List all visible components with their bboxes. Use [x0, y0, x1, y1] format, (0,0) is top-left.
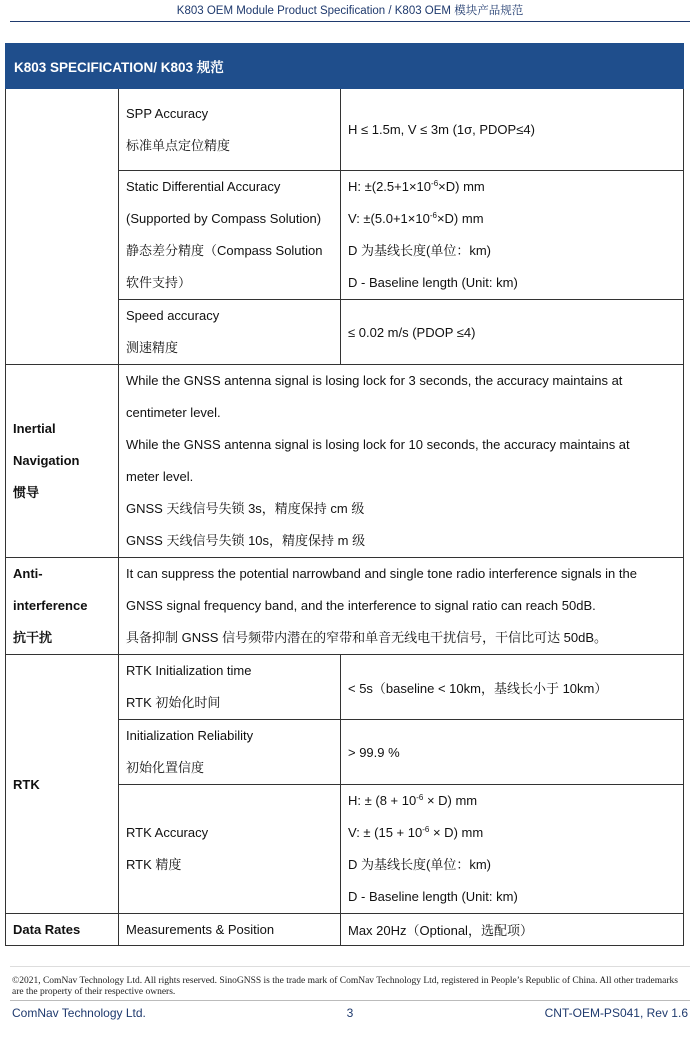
- footer-company: ComNav Technology Ltd.: [12, 1006, 146, 1020]
- formula-exponent: -6: [416, 793, 424, 802]
- footer-doc-id: CNT-OEM-PS041, Rev 1.6: [544, 1006, 688, 1020]
- formula-exponent: -6: [422, 825, 430, 834]
- inertial-line: While the GNSS antenna signal is losing lock for 10 seconds, the accuracy maintains at: [126, 437, 630, 452]
- static-label-line: 软件支持）: [126, 275, 192, 290]
- rtk-note-cn: D 为基线长度(单位：km): [348, 857, 491, 872]
- formula-text: V: ± (15 + 10: [348, 825, 423, 840]
- inertial-description: [119, 365, 684, 558]
- rtk-accuracy-value: [341, 785, 684, 914]
- static-v-formula: [348, 203, 676, 235]
- rtk-h-formula: [348, 785, 676, 817]
- inertial-label-line: 惯导: [13, 485, 40, 500]
- rtk-init-value: < 5s（baseline < 10km，基线长小于 10km）: [341, 655, 684, 720]
- accuracy-group-label: [6, 89, 119, 365]
- formula-text: H: ± (8 + 10: [348, 793, 417, 808]
- copyright-notice: ©2021, ComNav Technology Ltd. All rights reserved. SinoGNSS is the trade mark of ComNav Technology Ltd, registered in People’s Republic of China. All other trademarks are the property of their respective owners.: [12, 976, 678, 997]
- formula-exponent: -6: [429, 211, 437, 220]
- rtk-note-en: D - Baseline length (Unit: km): [348, 889, 518, 904]
- inertial-line: centimeter level.: [126, 405, 221, 420]
- speed-label: [119, 300, 341, 365]
- static-note-cn: D 为基线长度(单位：km): [348, 243, 491, 258]
- anti-line: GNSS signal frequency band, and the interference to signal ratio can reach 50dB.: [126, 598, 596, 613]
- anti-description: [119, 558, 684, 655]
- inertial-line: While the GNSS antenna signal is losing lock for 3 seconds, the accuracy maintains at: [126, 373, 623, 388]
- header-divider: [10, 21, 690, 22]
- formula-exponent: -6: [431, 179, 439, 188]
- static-label-line: 静态差分精度（Compass Solution: [126, 243, 323, 258]
- anti-label: [6, 558, 119, 655]
- inertial-label-line: Navigation: [13, 453, 80, 468]
- data-rates-label: Data Rates: [6, 914, 119, 946]
- rtk-accuracy-label-cn: RTK 精度: [126, 857, 182, 872]
- rtk-init-label: [119, 655, 341, 720]
- static-label: [119, 171, 341, 300]
- spp-label-cn: 标准单点定位精度: [126, 137, 231, 153]
- anti-line: 具备抑制 GNSS 信号频带内潜在的窄带和单音无线电干扰信号，干信比可达 50dB。: [126, 630, 608, 645]
- rtk-accuracy-label: [119, 785, 341, 914]
- spp-label-en: SPP Accuracy: [126, 105, 209, 121]
- rtk-reliability-value: > 99.9 %: [341, 720, 684, 785]
- formula-text: H: ±(2.5+1×10: [348, 179, 432, 194]
- inertial-line: meter level.: [126, 469, 194, 484]
- data-rates-value: Max 20Hz（Optional，选配项）: [341, 914, 684, 946]
- spec-table: [5, 43, 684, 946]
- rtk-accuracy-label-en: RTK Accuracy: [126, 825, 209, 840]
- rtk-init-label-en: RTK Initialization time: [126, 663, 252, 678]
- spp-value: H ≤ 1.5m, V ≤ 3m (1σ, PDOP≤4): [341, 89, 684, 171]
- static-label-line: (Supported by Compass Solution): [126, 211, 322, 226]
- rtk-reliability-label: [119, 720, 341, 785]
- table-title: K803 SPECIFICATION/ K803 规范: [6, 44, 684, 89]
- speed-label-en: Speed accuracy: [126, 308, 220, 323]
- spp-label: [119, 89, 341, 171]
- footer-page-number: 3: [346, 1006, 354, 1020]
- static-note-en: D - Baseline length (Unit: km): [348, 275, 518, 290]
- anti-label-line: Anti-: [13, 566, 43, 581]
- speed-label-cn: 测速精度: [126, 340, 179, 355]
- page-header: K803 OEM Module Product Specification / K803 OEM 模块产品规范: [176, 5, 524, 17]
- inertial-label: [6, 365, 119, 558]
- inertial-line: GNSS 天线信号失锁 3s，精度保持 cm 级: [126, 501, 365, 516]
- anti-line: It can suppress the potential narrowband and single tone radio interference signals in the: [126, 566, 637, 581]
- footer-divider: [10, 1000, 690, 1001]
- formula-text: ×D) mm: [436, 211, 484, 226]
- static-value: [341, 171, 684, 300]
- inertial-line: GNSS 天线信号失锁 10s，精度保持 m 级: [126, 533, 366, 548]
- static-label-line: Static Differential Accuracy: [126, 179, 281, 194]
- formula-text: V: ±(5.0+1×10: [348, 211, 430, 226]
- formula-text: × D) mm: [429, 825, 484, 840]
- rtk-init-label-cn: RTK 初始化时间: [126, 695, 221, 710]
- formula-text: ×D) mm: [438, 179, 485, 194]
- rtk-reliability-label-en: Initialization Reliability: [126, 728, 254, 743]
- speed-value: ≤ 0.02 m/s (PDOP ≤4): [341, 300, 684, 365]
- anti-label-line: 抗干扰: [13, 630, 53, 645]
- anti-label-line: interference: [13, 598, 88, 613]
- rtk-reliability-label-cn: 初始化置信度: [126, 760, 205, 775]
- rtk-v-formula: [348, 817, 676, 849]
- static-h-formula: [348, 171, 676, 203]
- inertial-label-line: Inertial: [13, 421, 56, 436]
- rtk-label: RTK: [6, 655, 119, 914]
- data-rates-sub: Measurements & Position: [119, 914, 341, 946]
- formula-text: × D) mm: [423, 793, 478, 808]
- footer-separator: [10, 966, 690, 967]
